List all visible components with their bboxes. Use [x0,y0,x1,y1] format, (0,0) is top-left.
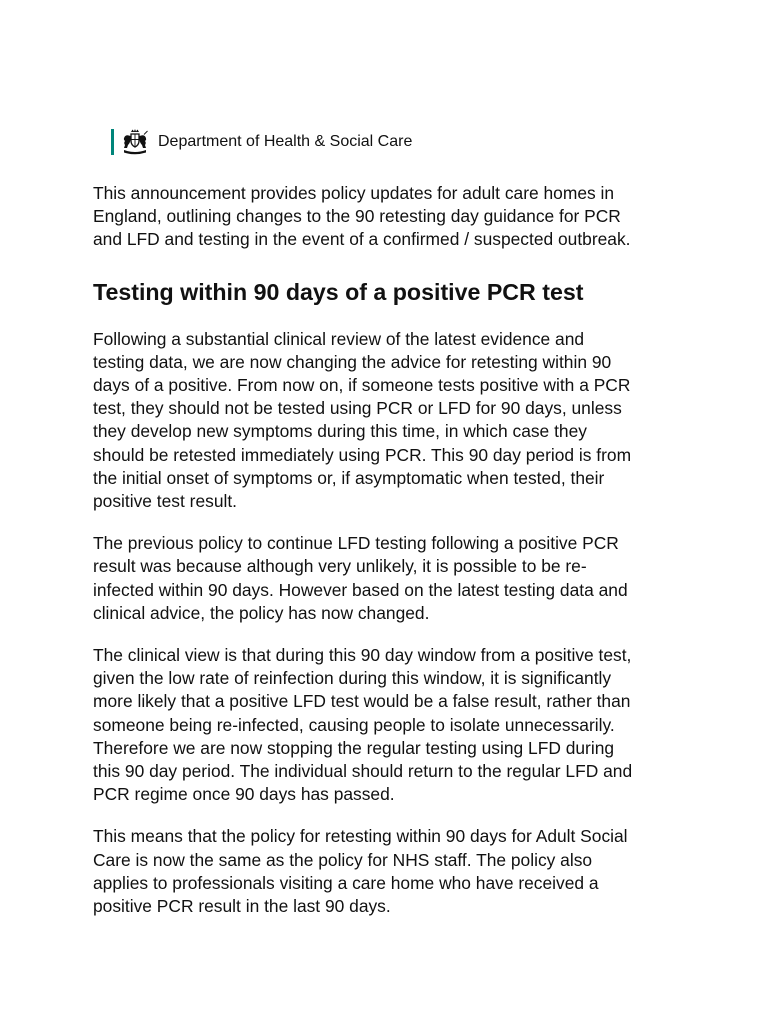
text-line: Following a substantial clinical review of the latest evidence and [93,328,585,349]
text-line: testing data, we are now changing the advice for retesting within 90 [93,351,612,372]
text-line: result was because although very unlikely, it is possible to be re- [93,556,587,577]
text-line: they develop new symptoms during this time, in which case they [93,421,587,442]
text-line: this 90 day period. The individual should return to the regular LFD and [93,761,633,782]
royal-coat-of-arms-icon [120,128,150,156]
section-heading: Testing within 90 days of a positive PCR test [93,278,584,305]
document-body [93,182,683,937]
text-line: should be retested immediately using PCR. This 90 day period is from [93,444,632,465]
text-line: positive test result. [93,491,238,512]
text-line: England, outlining changes to the 90 retesting day guidance for PCR [93,206,621,227]
body-paragraph [93,825,683,918]
body-paragraph [93,644,683,806]
text-line: applies to professionals visiting a care home who have received a [93,872,599,893]
logo-accent-bar [111,129,114,155]
text-line: Care is now the same as the policy for NHS staff. The policy also [93,849,593,870]
text-line: given the low rate of reinfection during this window, it is significantly [93,668,612,689]
text-line: and LFD and testing in the event of a confirmed / suspected outbreak. [93,229,631,250]
text-line: PCR regime once 90 days has passed. [93,784,395,805]
text-line: days of a positive. From now on, if someone tests positive with a PCR [93,375,631,396]
text-line: more likely that a positive LFD test would be a false result, rather than [93,691,631,712]
text-line: Therefore we are now stopping the regular testing using LFD during [93,737,615,758]
body-paragraph [93,328,683,514]
body-paragraph [93,532,683,625]
text-line: The previous policy to continue LFD testing following a positive PCR [93,533,619,554]
text-line: infected within 90 days. However based on the latest testing data and [93,579,628,600]
department-logo [111,128,412,156]
text-line: someone being re-infected, causing people to isolate unnecessarily. [93,714,615,735]
text-line: test, they should not be tested using PCR or LFD for 90 days, unless [93,398,622,419]
department-name: Department of Health & Social Care [158,133,413,150]
text-line: This announcement provides policy updates for adult care homes in [93,183,615,203]
text-line: This means that the policy for retesting within 90 days for Adult Social [93,826,628,847]
text-line: clinical advice, the policy has now changed. [93,602,430,623]
text-line: the initial onset of symptoms or, if asymptomatic when tested, their [93,467,605,488]
text-line: positive PCR result in the last 90 days. [93,896,391,917]
intro-paragraph [93,182,683,252]
text-line: The clinical view is that during this 90 day window from a positive test, [93,645,632,666]
